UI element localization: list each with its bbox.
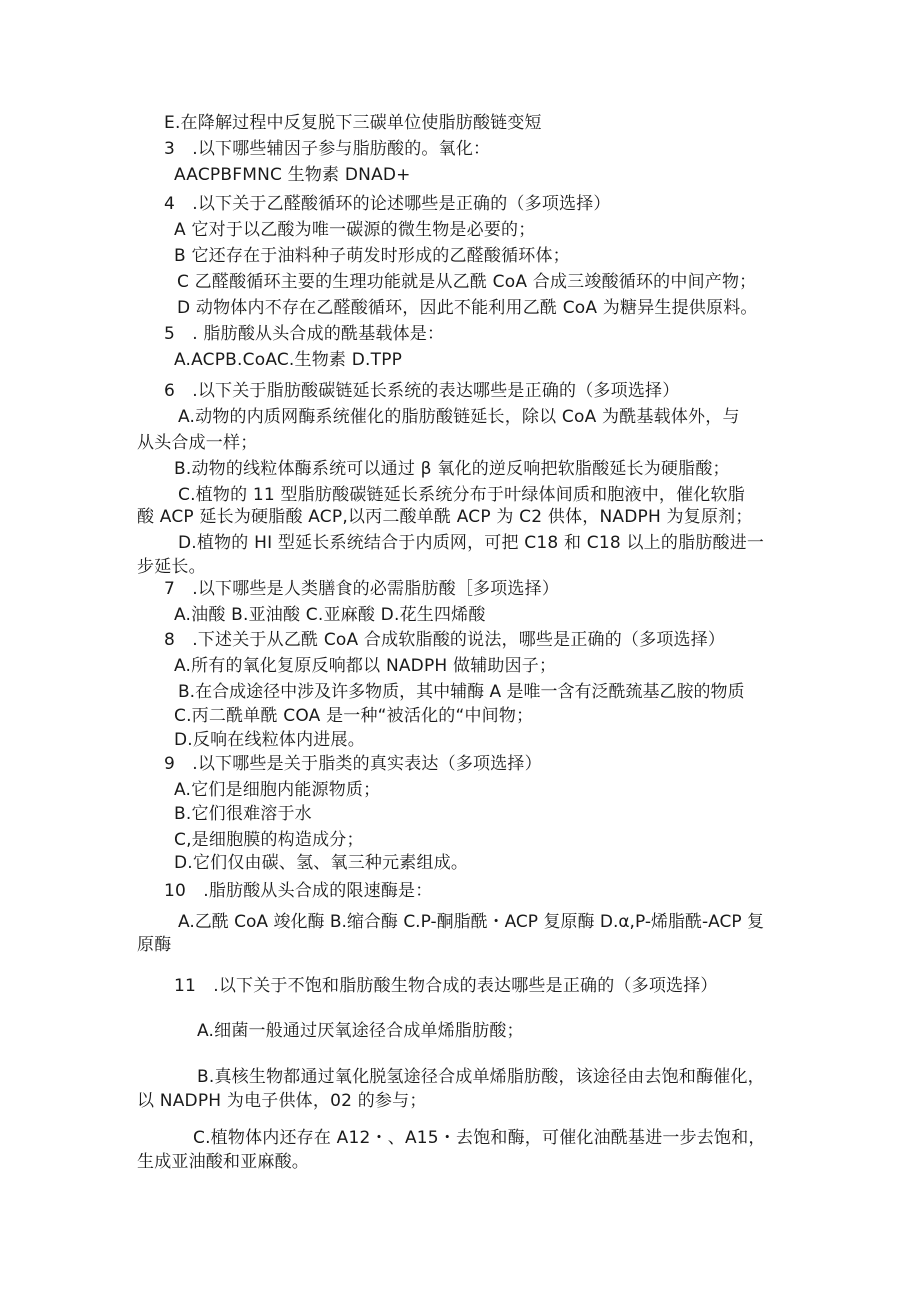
question-4: 4 .以下关于乙醛酸循环的论述哪些是正确的（多项选择） bbox=[164, 194, 611, 214]
text-line: 步延长。 bbox=[137, 557, 206, 577]
option-line: A.它们是细胞内能源物质； bbox=[174, 780, 381, 800]
option-line: B.在合成途径中涉及许多物质，其中辅酶 A 是唯一含有泛酰巯基乙胺的物质 bbox=[178, 682, 745, 702]
option-line: C.丙二酰单酰 COA 是一种“被活化的“中间物； bbox=[174, 706, 534, 726]
option-line: B.真核生物都通过氧化脱氢途径合成单烯脂肪酸，该途径由去饱和酶催化， bbox=[197, 1067, 765, 1087]
option-line: A.细菌一般通过厌氧途径合成单烯脂肪酸； bbox=[197, 1021, 524, 1041]
option-line: D.植物的 HI 型延长系统结合于内质网，可把 C18 和 C18 以上的脂肪酸进一 bbox=[178, 533, 765, 553]
option-line: A 它对于以乙酸为唯一碳源的微生物是必要的； bbox=[174, 220, 536, 240]
question-9: 9 .以下哪些是关于脂类的真实表达（多项选择） bbox=[164, 754, 542, 774]
question-6: 6 .以下关于脂肪酸碳链延长系统的表达哪些是正确的（多项选择） bbox=[164, 381, 680, 401]
option-line: C,是细胞膜的构造成分； bbox=[174, 830, 364, 850]
option-line: C.植物体内还存在 A12・、A15・去饱和酶，可催化油酰基进一步去饱和， bbox=[193, 1128, 766, 1148]
option-line: A.动物的内质网酶系统催化的脂肪酸链延长，除以 CoA 为酰基载体外，与 bbox=[178, 407, 740, 427]
option-line: D.反响在线粒体内进展。 bbox=[174, 730, 365, 750]
text-line: 生成亚油酸和亚麻酸。 bbox=[137, 1152, 309, 1172]
option-line: D 动物体内不存在乙醛酸循环，因此不能利用乙酰 CoA 为糖异生提供原料。 bbox=[177, 298, 758, 318]
question-8: 8 .下述关于从乙酰 CoA 合成软脂酸的说法，哪些是正确的（多项选择） bbox=[164, 630, 726, 650]
question-11: 11 .以下关于不饱和脂肪酸生物合成的表达哪些是正确的（多项选择） bbox=[174, 976, 718, 996]
option-line: A.乙酰 CoA 竣化酶 B.缩合酶 C.P-酮脂酰・ACP 复原酶 D.α,P-烯脂酰-ACP 复 bbox=[178, 912, 764, 932]
text-line: AACPBFMNC 生物素 DNAD+ bbox=[174, 165, 411, 185]
option-line: B 它还存在于油料种子萌发时形成的乙醛酸循环体； bbox=[174, 246, 570, 266]
option-line: A.油酸 B.亚油酸 C.亚麻酸 D.花生四烯酸 bbox=[174, 605, 486, 625]
option-line: B.它们很难溶于水 bbox=[174, 804, 312, 824]
text-line: 从头合成一样； bbox=[137, 433, 258, 453]
option-line: A.ACPB.CoAC.生物素 D.TPP bbox=[174, 350, 403, 370]
text-line: 以 NADPH 为电子供体，02 的参与； bbox=[137, 1091, 427, 1111]
option-line: C.植物的 11 型脂肪酸碳链延长系统分布于叶绿体间质和胞液中，催化软脂 bbox=[178, 485, 745, 505]
option-line: B.动物的线粒体酶系统可以通过 β 氧化的逆反响把软脂酸延长为硬脂酸； bbox=[174, 459, 730, 479]
question-10: 10 .脂肪酸从头合成的限速酶是： bbox=[164, 881, 433, 901]
text-line: E.在降解过程中反复脱下三碳单位使脂肪酸链变短 bbox=[164, 113, 542, 133]
text-line: 酸 ACP 延长为硬脂酸 ACP,以丙二酸单酰 ACP 为 C2 供体，NADPH 为复原剂； bbox=[137, 507, 753, 527]
question-5: 5 . 脂肪酸从头合成的酰基载体是： bbox=[164, 324, 445, 344]
question-3: 3 .以下哪些辅因子参与脂肪酸的。氧化： bbox=[164, 139, 491, 159]
option-line: C 乙醛酸循环主要的生理功能就是从乙酰 CoA 合成三竣酸循环的中间产物； bbox=[177, 272, 757, 292]
text-line: 原酶 bbox=[137, 935, 172, 955]
question-7: 7 .以下哪些是人类膳食的必需脂肪酸［多项选择） bbox=[164, 579, 560, 599]
option-line: A.所有的氧化复原反响都以 NADPH 做辅助因子； bbox=[174, 656, 557, 676]
option-line: D.它们仅由碳、氢、氧三种元素组成。 bbox=[174, 853, 469, 873]
